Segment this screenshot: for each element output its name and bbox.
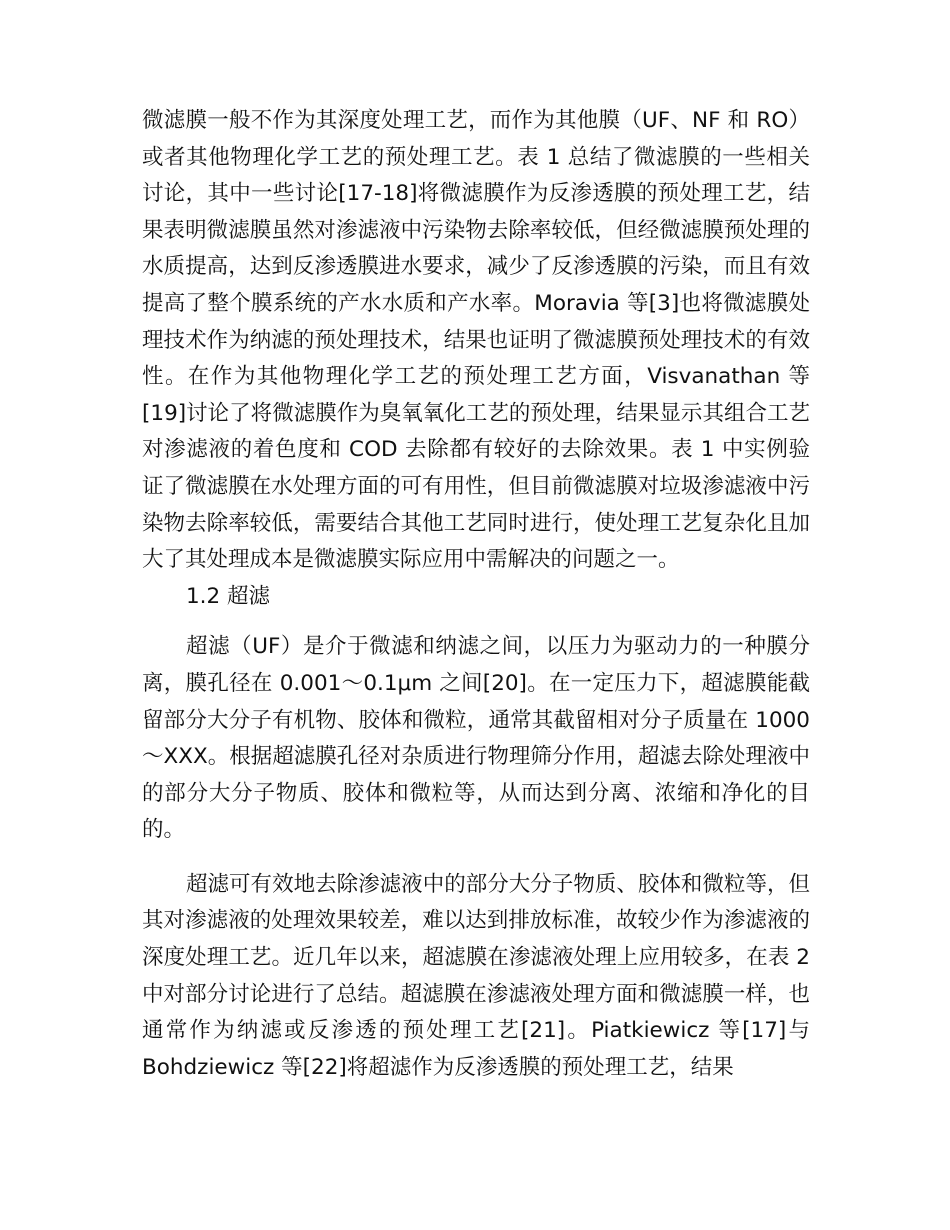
section-heading: 1.2 超滤 bbox=[186, 583, 271, 609]
paragraph-ultrafiltration-intro: 超滤（UF）是介于微滤和纳滤之间，以压力为驱动力的一种膜分离，膜孔径在 0.001～0.1μm 之间[20]。在一定压力下，超滤膜能截留部分大分子有机物、胶体和微粒，通常其截留相对分子质量在 1000～XXX。根据超滤膜孔径对杂质进行物理筛分作用，超滤去除处理液中的部分大分子物质、胶体和微粒等，从而达到分离、浓缩和净化的目的。 bbox=[142, 634, 810, 843]
paragraph-ultrafiltration-application: 超滤可有效地去除渗滤液中的部分大分子物质、胶体和微粒等，但其对渗滤液的处理效果较差，难以达到排放标准，故较少作为渗滤液的深度处理工艺。近几年以来，超滤膜在渗滤液处理上应用较多，在表 2 中对部分讨论进行了总结。超滤膜在渗滤液处理方面和微滤膜一样，也通常作为纳滤或反渗透的预处理工艺[21]。Piatkiewicz 等[17]与 Bohdziewicz 等[22]将超滤作为反渗透膜的预处理工艺，结果 bbox=[142, 871, 810, 1080]
document-page bbox=[142, 103, 810, 1086]
paragraph-microfiltration: 微滤膜一般不作为其深度处理工艺，而作为其他膜（UF、NF 和 RO）或者其他物理化学工艺的预处理工艺。表 1 总结了微滤膜的一些相关讨论，其中一些讨论[17-18]将微滤膜作为反渗透膜的预处理工艺，结果表明微滤膜虽然对渗滤液中污染物去除率较低，但经微滤膜预处理的水质提高，达到反渗透膜进水要求，减少了反渗透膜的污染，而且有效提高了整个膜系统的产水水质和产水率。Moravia 等[3]也将微滤膜处理技术作为纳滤的预处理技术，结果也证明了微滤膜预处理技术的有效性。在作为其他物理化学工艺的预处理工艺方面，Visvanathan 等[19]讨论了将微滤膜作为臭氧氧化工艺的预处理，结果显示其组合工艺对渗滤液的着色度和 COD 去除都有较好的去除效果。表 1 中实例验证了微滤膜在水处理方面的可有用性，但目前微滤膜对垃圾渗滤液中污染物去除率较低，需要结合其他工艺同时进行，使处理工艺复杂化且加大了其处理成本是微滤膜实际应用中需解决的问题之一。 bbox=[142, 108, 810, 573]
